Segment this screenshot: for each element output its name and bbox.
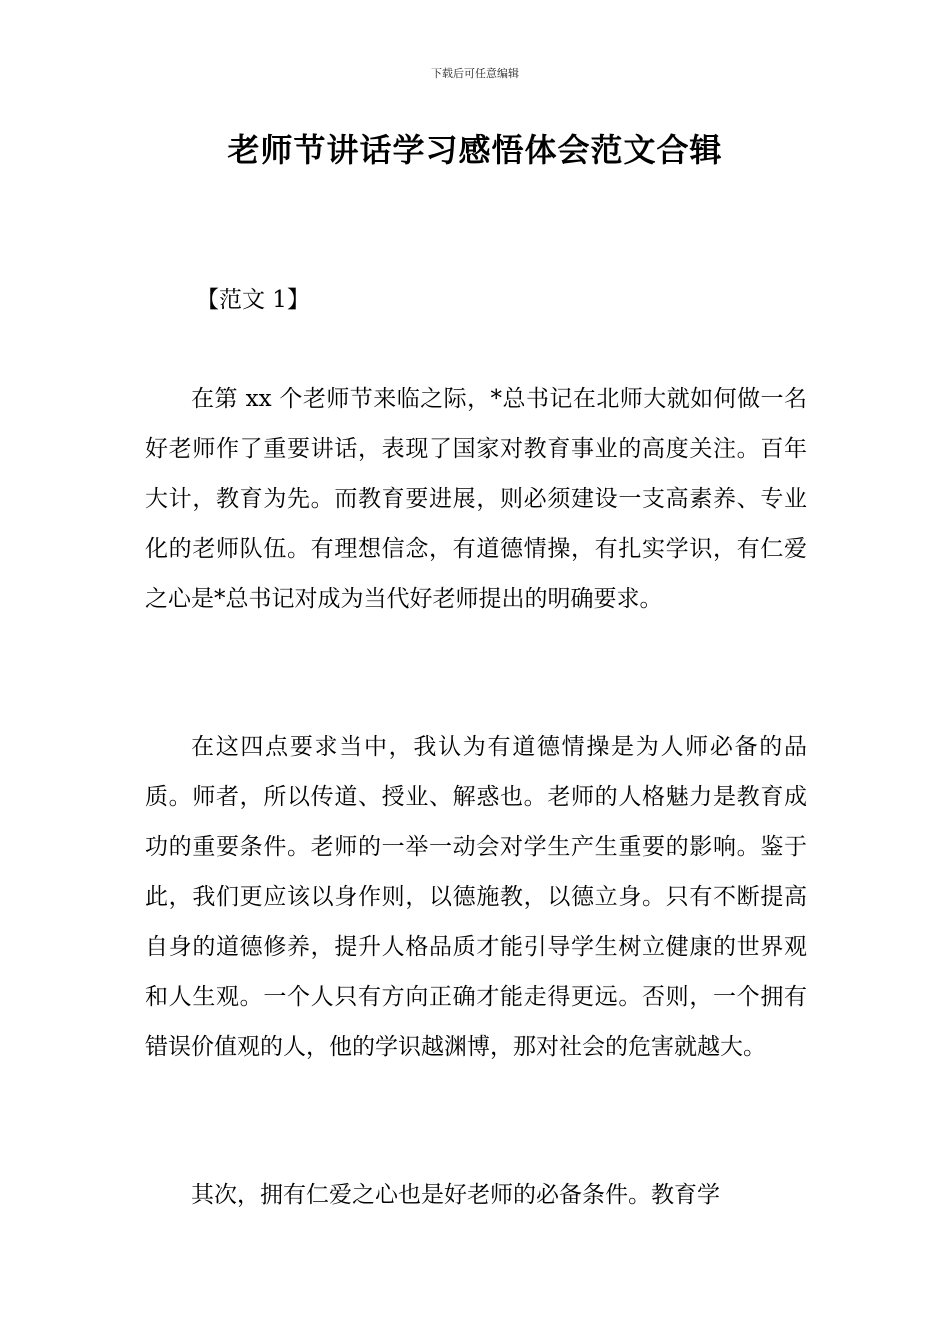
body-paragraph-3: 其次，拥有仁爱之心也是好老师的必备条件。教育学 — [191, 1182, 720, 1208]
header-note: 下载后可任意编辑 — [431, 67, 519, 80]
body-paragraph-2: 在这四点要求当中，我认为有道德情操是为人师必备的品质。师者，所以传道、授业、解惑也。老师的人格魅力是教育成功的重要条件。老师的一举一动会对学生产生重要的影响。鉴于此，我们更应该以身作则，以德施教，以德立身。只有不断提高自身的道德修养，提升人格品质才能引导学生树立健康的世界观和人生观。一个人只有方向正确才能走得更远。否则，一个拥有错误价值观的人，他的学识越渊博，那对社会的危害就越大。 — [145, 734, 807, 1060]
document-title: 老师节讲话学习感悟体会范文合辑 — [227, 131, 723, 169]
section-heading: 【范文 1】 — [196, 287, 310, 313]
body-paragraph-1: 在第 xx 个老师节来临之际，*总书记在北师大就如何做一名好老师作了重要讲话，表现了国家对教育事业的高度关注。百年大计，教育为先。而教育要进展，则必须建设一支高素养、专业化的老师队伍。有理想信念，有道德情操，有扎实学识，有仁爱之心是*总书记对成为当代好老师提出的明确要求。 — [145, 386, 807, 612]
